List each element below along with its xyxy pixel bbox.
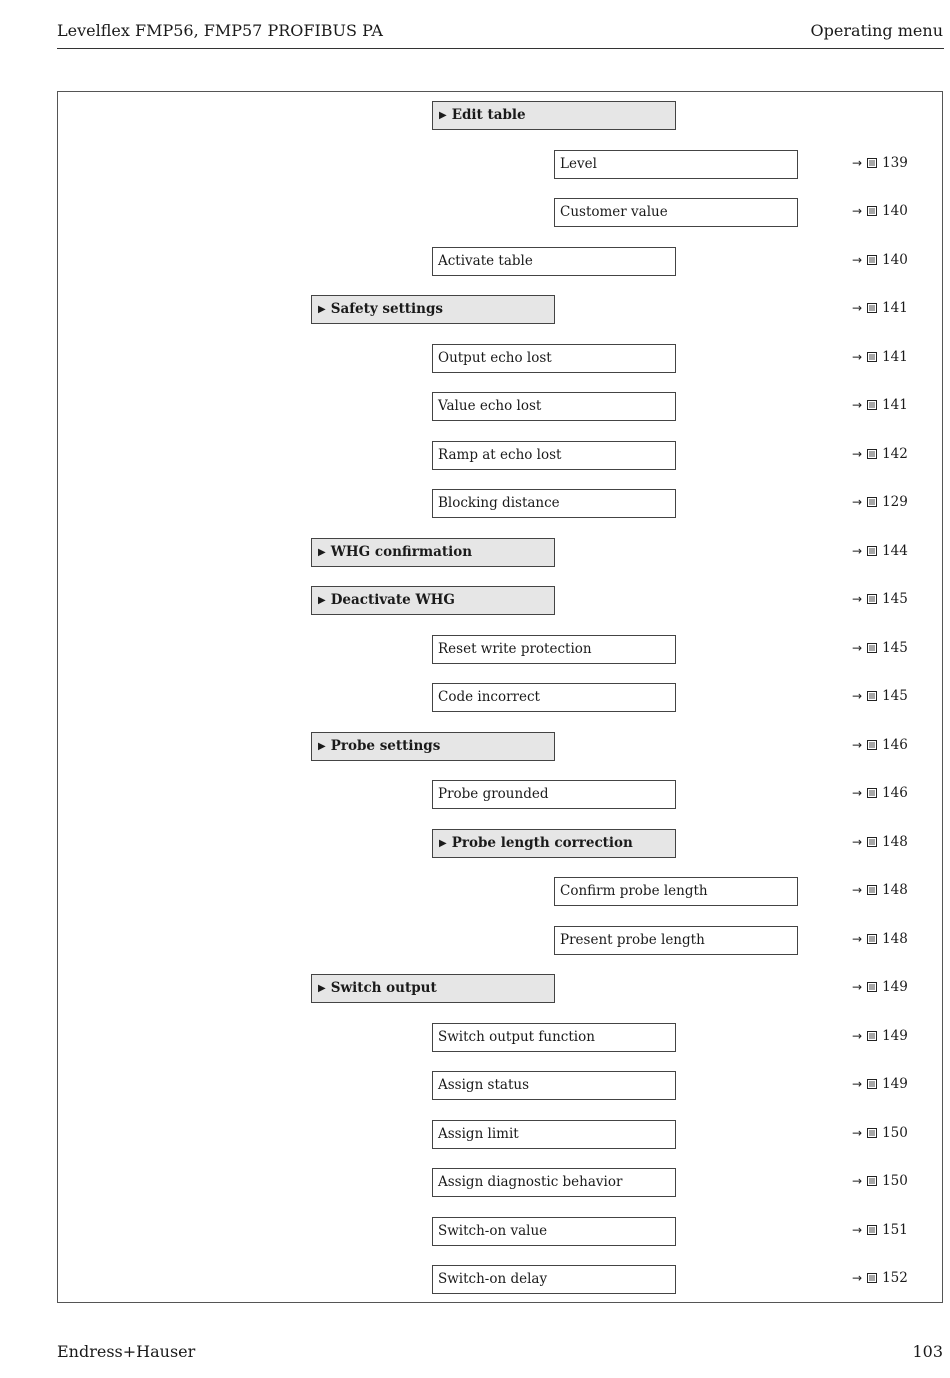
page-reference-icon xyxy=(866,1031,878,1041)
page-reference-number: 144 xyxy=(882,543,908,559)
submenu-box xyxy=(432,829,676,858)
menu-item-label: Blocking distance xyxy=(438,495,560,511)
arrow-right-icon: → xyxy=(852,398,863,412)
parameter-box xyxy=(432,441,676,470)
arrow-right-icon: → xyxy=(852,641,863,655)
menu-row xyxy=(0,732,950,761)
parameter-box xyxy=(432,1217,676,1246)
parameter-box xyxy=(554,877,798,906)
submenu-box xyxy=(311,538,555,567)
parameter-box xyxy=(554,198,798,227)
menu-item-label: Activate table xyxy=(438,253,533,269)
page-reference-number: 141 xyxy=(882,300,908,316)
submenu-triangle-icon: ▶ xyxy=(439,838,447,849)
menu-item-label: Confirm probe length xyxy=(560,883,708,899)
page-reference-number: 141 xyxy=(882,397,908,413)
page-reference-icon xyxy=(866,158,878,168)
page-reference-number: 150 xyxy=(882,1125,908,1141)
menu-item-label: WHG confirmation xyxy=(330,544,473,560)
menu-row xyxy=(0,829,950,858)
parameter-box xyxy=(432,1265,676,1294)
menu-item-label: Assign status xyxy=(438,1077,529,1093)
page-reference xyxy=(852,441,908,468)
menu-item-label: Edit table xyxy=(451,107,526,123)
menu-row xyxy=(0,635,950,664)
parameter-box xyxy=(554,926,798,955)
arrow-right-icon: → xyxy=(852,1029,863,1043)
menu-row xyxy=(0,926,950,955)
page-reference xyxy=(852,344,908,371)
menu-item-label: Switch output function xyxy=(438,1029,595,1045)
submenu-box xyxy=(311,295,555,324)
page-reference-number: 141 xyxy=(882,349,908,365)
page-reference-icon xyxy=(866,497,878,507)
page-reference-icon xyxy=(866,546,878,556)
page-reference-icon xyxy=(866,449,878,459)
page-reference-icon xyxy=(866,1128,878,1138)
page-reference-number: 146 xyxy=(882,737,908,753)
page-reference-icon xyxy=(866,1273,878,1283)
page-reference xyxy=(852,974,908,1001)
page-reference xyxy=(852,683,908,710)
menu-row xyxy=(0,1217,950,1246)
header-section-title: Operating menu xyxy=(810,21,943,40)
page-reference-icon xyxy=(866,788,878,798)
menu-row xyxy=(0,441,950,470)
arrow-right-icon: → xyxy=(852,738,863,752)
submenu-box xyxy=(311,732,555,761)
page-reference-number: 140 xyxy=(882,203,908,219)
page-reference-number: 140 xyxy=(882,252,908,268)
arrow-right-icon: → xyxy=(852,495,863,509)
parameter-box xyxy=(432,1071,676,1100)
menu-row xyxy=(0,247,950,276)
parameter-box xyxy=(432,1023,676,1052)
menu-row xyxy=(0,683,950,712)
page-reference-icon xyxy=(866,206,878,216)
page-reference xyxy=(852,295,908,322)
page-reference-number: 142 xyxy=(882,446,908,462)
menu-item-label: Switch output xyxy=(330,980,437,996)
submenu-triangle-icon: ▶ xyxy=(318,547,326,558)
arrow-right-icon: → xyxy=(852,1174,863,1188)
menu-item-label: Level xyxy=(560,156,597,172)
page-reference xyxy=(852,1217,908,1244)
menu-item-label: Ramp at echo lost xyxy=(438,447,562,463)
menu-row xyxy=(0,1120,950,1149)
page-reference-icon xyxy=(866,934,878,944)
arrow-right-icon: → xyxy=(852,1223,863,1237)
menu-item-label: Switch-on value xyxy=(438,1223,548,1239)
page-reference xyxy=(852,1265,908,1292)
page-reference-icon xyxy=(866,1079,878,1089)
menu-item-label: Deactivate WHG xyxy=(330,592,455,608)
menu-item-label: Probe length correction xyxy=(451,835,633,851)
arrow-right-icon: → xyxy=(852,544,863,558)
page-reference-number: 148 xyxy=(882,931,908,947)
menu-row xyxy=(0,780,950,809)
page-reference-number: 146 xyxy=(882,785,908,801)
menu-item-label: Output echo lost xyxy=(438,350,552,366)
menu-item-label: Present probe length xyxy=(560,932,705,948)
page-reference-icon xyxy=(866,691,878,701)
submenu-triangle-icon: ▶ xyxy=(439,110,447,121)
page-reference xyxy=(852,1120,908,1147)
page-reference-number: 145 xyxy=(882,688,908,704)
arrow-right-icon: → xyxy=(852,447,863,461)
parameter-box xyxy=(554,150,798,179)
submenu-triangle-icon: ▶ xyxy=(318,304,326,315)
arrow-right-icon: → xyxy=(852,786,863,800)
page-reference-icon xyxy=(866,303,878,313)
page-reference-icon xyxy=(866,594,878,604)
arrow-right-icon: → xyxy=(852,204,863,218)
arrow-right-icon: → xyxy=(852,835,863,849)
page-reference-icon xyxy=(866,1176,878,1186)
menu-row xyxy=(0,150,950,179)
parameter-box xyxy=(432,780,676,809)
menu-row xyxy=(0,198,950,227)
menu-item-label: Assign limit xyxy=(438,1126,519,1142)
page-reference xyxy=(852,732,908,759)
menu-row xyxy=(0,538,950,567)
page-reference xyxy=(852,877,908,904)
menu-row xyxy=(0,1023,950,1052)
menu-item-label: Reset write protection xyxy=(438,641,592,657)
page-reference xyxy=(852,1071,908,1098)
menu-row xyxy=(0,101,950,130)
page-reference-icon xyxy=(866,982,878,992)
submenu-triangle-icon: ▶ xyxy=(318,741,326,752)
arrow-right-icon: → xyxy=(852,301,863,315)
menu-item-label: Customer value xyxy=(560,204,668,220)
page-reference-icon xyxy=(866,885,878,895)
menu-item-label: Safety settings xyxy=(330,301,444,317)
menu-row xyxy=(0,392,950,421)
submenu-box xyxy=(432,101,676,130)
parameter-box xyxy=(432,392,676,421)
page-reference-icon xyxy=(866,643,878,653)
page-reference-icon xyxy=(866,352,878,362)
arrow-right-icon: → xyxy=(852,156,863,170)
page-reference xyxy=(852,489,908,516)
footer-page-number: 103 xyxy=(912,1342,943,1361)
arrow-right-icon: → xyxy=(852,1077,863,1091)
header-divider xyxy=(57,48,944,49)
arrow-right-icon: → xyxy=(852,350,863,364)
parameter-box xyxy=(432,344,676,373)
menu-row xyxy=(0,877,950,906)
footer-company: Endress+Hauser xyxy=(57,1342,196,1361)
arrow-right-icon: → xyxy=(852,592,863,606)
page-reference-icon xyxy=(866,255,878,265)
page-reference-number: 150 xyxy=(882,1173,908,1189)
menu-item-label: Switch-on delay xyxy=(438,1271,548,1287)
page-reference-icon xyxy=(866,740,878,750)
page-reference-icon xyxy=(866,837,878,847)
submenu-triangle-icon: ▶ xyxy=(318,595,326,606)
menu-row xyxy=(0,489,950,518)
page-reference-icon xyxy=(866,1225,878,1235)
page-reference xyxy=(852,635,908,662)
header-product-title: Levelflex FMP56, FMP57 PROFIBUS PA xyxy=(57,21,383,40)
page-reference-number: 145 xyxy=(882,591,908,607)
page-reference-number: 148 xyxy=(882,834,908,850)
parameter-box xyxy=(432,635,676,664)
page-reference xyxy=(852,247,908,274)
page-reference xyxy=(852,586,908,613)
menu-row xyxy=(0,1168,950,1197)
arrow-right-icon: → xyxy=(852,980,863,994)
menu-row xyxy=(0,1071,950,1100)
page-reference-number: 145 xyxy=(882,640,908,656)
menu-item-label: Assign diagnostic behavior xyxy=(438,1174,623,1190)
page-reference xyxy=(852,198,908,225)
menu-item-label: Probe settings xyxy=(330,738,441,754)
menu-item-label: Probe grounded xyxy=(438,786,549,802)
page-reference-number: 152 xyxy=(882,1270,908,1286)
menu-row xyxy=(0,586,950,615)
submenu-triangle-icon: ▶ xyxy=(318,983,326,994)
page-reference xyxy=(852,780,908,807)
parameter-box xyxy=(432,247,676,276)
page-reference xyxy=(852,1023,908,1050)
parameter-box xyxy=(432,1168,676,1197)
menu-row xyxy=(0,295,950,324)
page-reference-number: 139 xyxy=(882,155,908,171)
page-reference xyxy=(852,150,908,177)
arrow-right-icon: → xyxy=(852,1271,863,1285)
page-reference-number: 148 xyxy=(882,882,908,898)
page-reference xyxy=(852,392,908,419)
parameter-box xyxy=(432,683,676,712)
page-reference-number: 149 xyxy=(882,1028,908,1044)
arrow-right-icon: → xyxy=(852,883,863,897)
page-reference-number: 149 xyxy=(882,979,908,995)
arrow-right-icon: → xyxy=(852,1126,863,1140)
arrow-right-icon: → xyxy=(852,689,863,703)
page-reference xyxy=(852,1168,908,1195)
menu-item-label: Code incorrect xyxy=(438,689,540,705)
page-reference xyxy=(852,926,908,953)
page-reference-number: 149 xyxy=(882,1076,908,1092)
page-reference xyxy=(852,538,908,565)
menu-row xyxy=(0,344,950,373)
page-reference xyxy=(852,829,908,856)
page-reference-number: 129 xyxy=(882,494,908,510)
arrow-right-icon: → xyxy=(852,932,863,946)
page-reference-number: 151 xyxy=(882,1222,908,1238)
parameter-box xyxy=(432,489,676,518)
parameter-box xyxy=(432,1120,676,1149)
menu-item-label: Value echo lost xyxy=(438,398,542,414)
page-reference-icon xyxy=(866,400,878,410)
menu-row xyxy=(0,1265,950,1294)
submenu-box xyxy=(311,586,555,615)
submenu-box xyxy=(311,974,555,1003)
menu-row xyxy=(0,974,950,1003)
arrow-right-icon: → xyxy=(852,253,863,267)
